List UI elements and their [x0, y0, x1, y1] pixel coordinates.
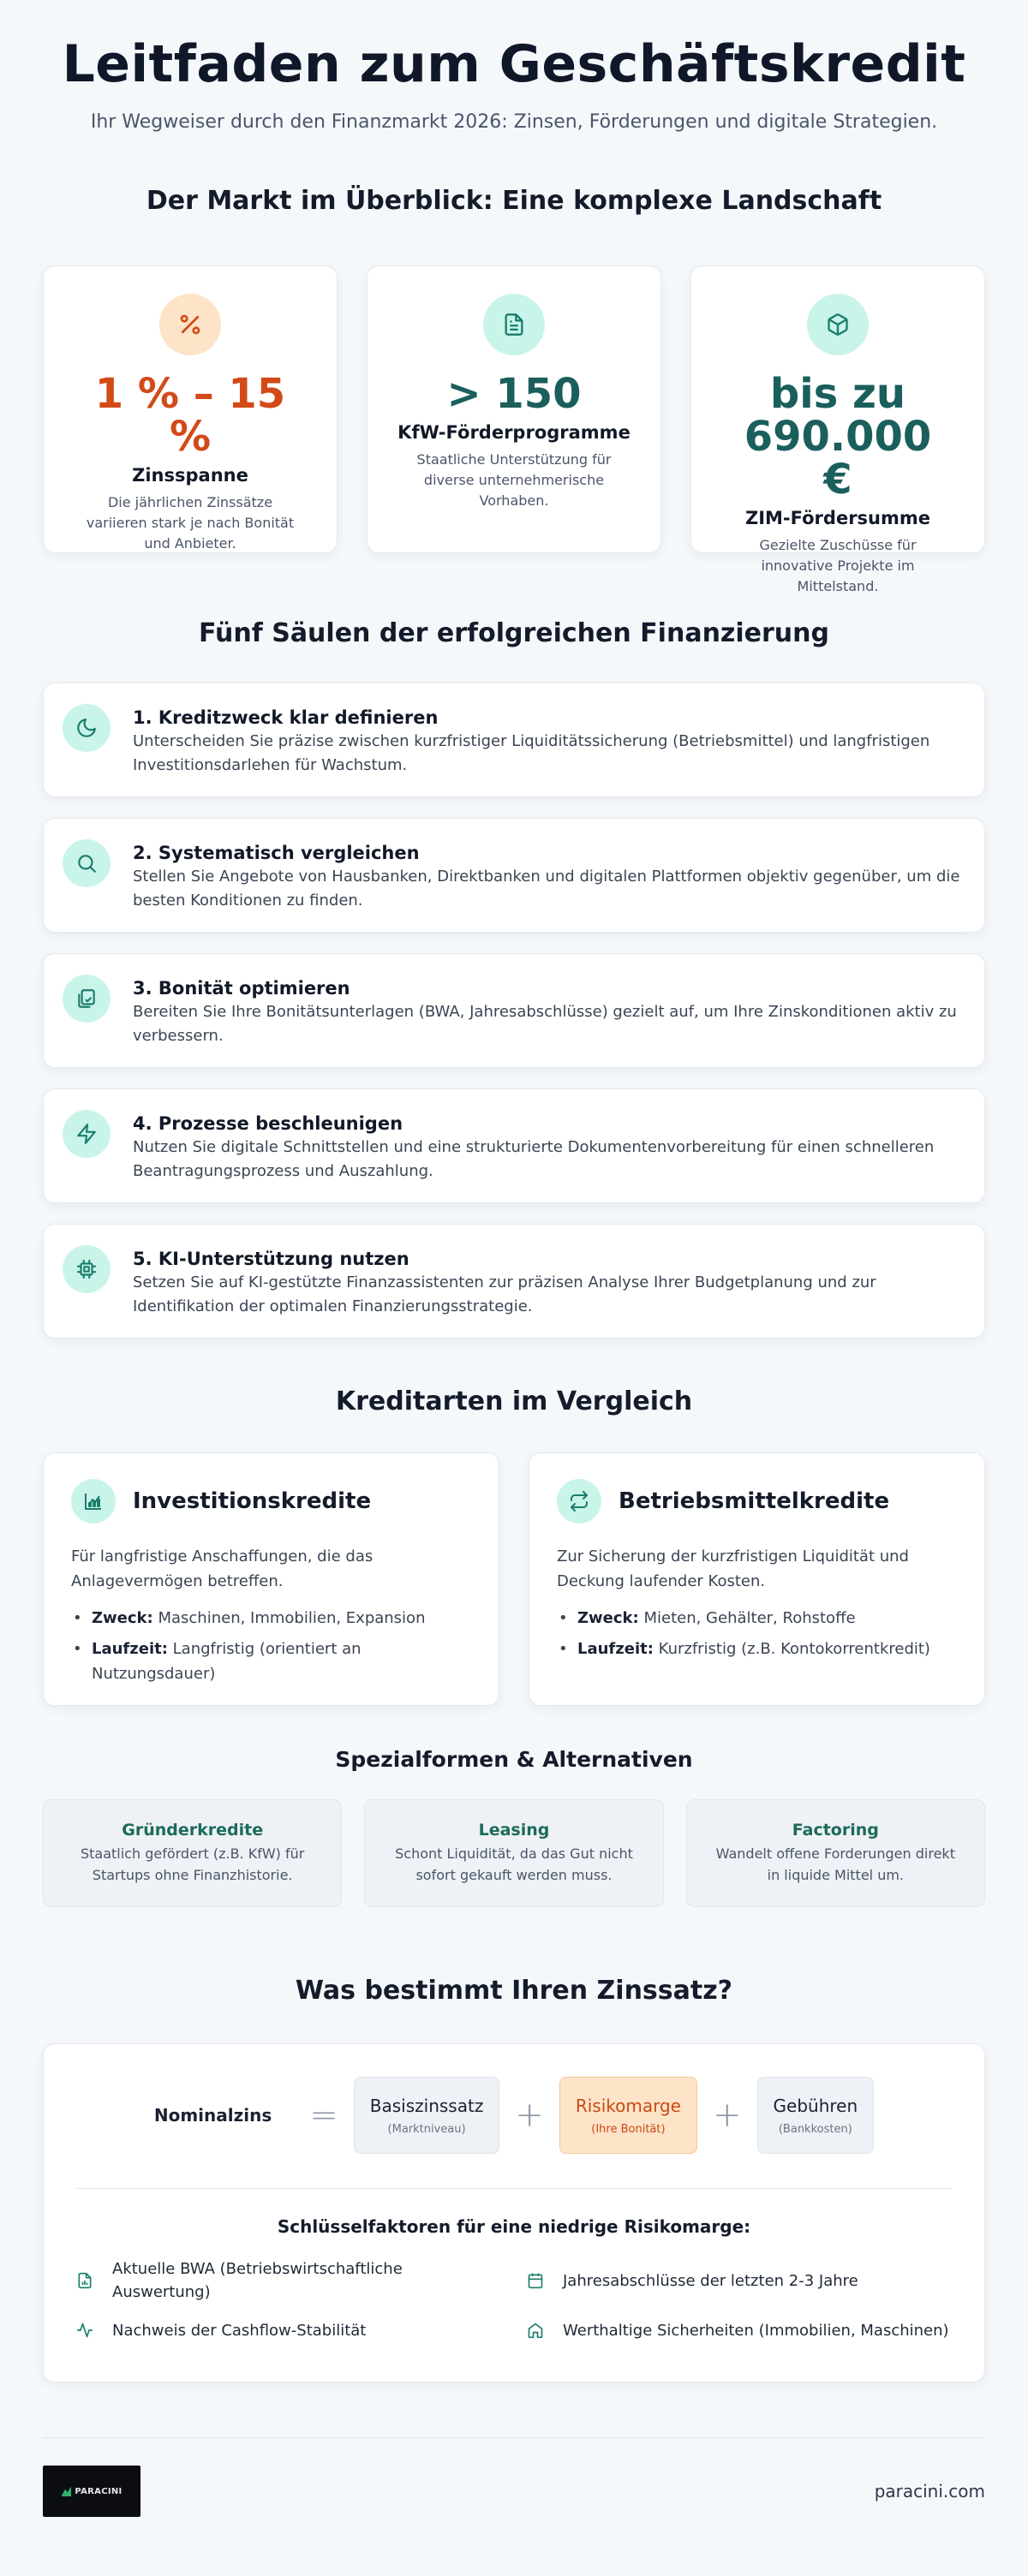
factor-item: Werthaltige Sicherheiten (Immobilien, Maschinen) [527, 2305, 952, 2355]
special-card-text: Wandelt offene Forderungen direkt in liquide Mittel um. [715, 1846, 955, 1883]
types-row [43, 1452, 985, 1706]
page-subtitle: Ihr Wegweiser durch den Finanzmarkt 2026: Zinsen, Förderungen und digitale Strategien. [90, 111, 938, 133]
repeat-icon [557, 1479, 601, 1524]
type-description: Für langfristige Anschaffungen, die das Anlagevermögen betreffen. [71, 1547, 374, 1590]
stat-value: bis zu 690.000 € [744, 370, 932, 504]
pillar-text: Bereiten Sie Ihre Bonitätsunterlagen (BWA, Jahresabschlüsse) gezielt auf, um Ihre Zinskonditionen aktiv zu verbessern. [133, 1003, 957, 1045]
pillar-title: 5. KI-Unterstützung nutzen [133, 1249, 409, 1269]
pillar-text: Setzen Sie auf KI-gestützte Finanzassistenten zur präzisen Analyse Ihrer Budgetplanung und zur Identifikation der optimalen Finanzierungsstrategie. [133, 1273, 876, 1315]
special-card-title: Factoring [792, 1821, 879, 1840]
activity-icon [76, 2322, 95, 2339]
pillar-text: Unterscheiden Sie präzise zwischen kurzfristiger Liquiditätssicherung (Betriebsmittel) und langfristigen Investitionsdarlehen für Wachstum. [133, 732, 930, 774]
hero-header [43, 0, 985, 133]
factor-item: Jahresabschlüsse der letzten 2-3 Jahre [527, 2256, 952, 2305]
special-card [686, 1799, 985, 1907]
pillar-text: Nutzen Sie digitale Schnittstellen und eine strukturierte Dokumentenvorbereitung für einen schnelleren Beantragungsprozess und Auszahlung. [133, 1138, 935, 1180]
special-card [364, 1799, 663, 1907]
list-item: • Zweck: Mieten, Gehälter, Rohstoffe [557, 1606, 957, 1631]
footer-divider [43, 2437, 985, 2438]
pillar-title: 4. Prozesse beschleunigen [133, 1113, 403, 1134]
file-chart-icon [76, 2272, 95, 2289]
document-icon [483, 294, 545, 355]
market-title: Der Markt im Überblick: Eine komplexe Landschaft [146, 186, 882, 216]
search-icon [63, 839, 111, 887]
pillar-text: Stellen Sie Angebote von Hausbanken, Direktbanken und digitalen Plattformen objektiv gegenüber, um die besten Konditionen zu finden. [133, 868, 960, 909]
type-list [71, 1606, 471, 1686]
chart-icon [71, 1479, 116, 1524]
stat-label: Zinsspanne [132, 465, 248, 486]
plus-sign: + [713, 2096, 742, 2135]
formula-box-risk: Risikomarge (Ihre Bonität) [559, 2077, 697, 2154]
factors-title: Schlüsselfaktoren für eine niedrige Risikomarge: [277, 2216, 751, 2237]
stats-row [43, 265, 985, 594]
calendar-icon [527, 2272, 546, 2289]
equals-sign: = [309, 2096, 338, 2135]
moon-icon [63, 704, 111, 752]
stat-card-zim [690, 265, 985, 594]
stat-description: Die jährlichen Zinssätze variieren stark je nach Bonität und Anbieter. [86, 494, 295, 552]
divider [76, 2188, 952, 2189]
pillar-card [43, 683, 985, 797]
pillar-title: 3. Bonität optimieren [133, 978, 350, 999]
footer-url-link[interactable]: paracini.com [874, 2481, 985, 2501]
company-logo[interactable]: PARACINI [43, 2466, 140, 2517]
chip-icon [63, 1245, 111, 1293]
pillar-card [43, 818, 985, 933]
pillar-card [43, 1088, 985, 1203]
type-title: Betriebsmittelkredite [619, 1488, 890, 1514]
types-title: Kreditarten im Vergleich [335, 1386, 693, 1416]
formula-box-fees: Gebühren (Bankkosten) [757, 2077, 875, 2154]
list-item: • Laufzeit: Kurzfristig (z.B. Kontokorrentkredit) [557, 1637, 957, 1661]
cube-icon [807, 294, 869, 355]
factors-grid [76, 2256, 952, 2355]
lightning-icon [63, 1110, 111, 1158]
plus-sign: + [515, 2096, 544, 2135]
stat-label: ZIM-Fördersumme [744, 508, 931, 528]
stat-card-kfw [367, 265, 661, 553]
home-icon [527, 2322, 546, 2339]
special-card-text: Schont Liquidität, da das Gut nicht sofort gekauft werden muss. [395, 1846, 633, 1883]
market-section [43, 186, 985, 594]
pillars-list [43, 683, 985, 1339]
types-section [43, 1386, 985, 1907]
special-row [43, 1799, 985, 1907]
clipboard-icon [63, 975, 111, 1023]
stat-label: KfW-Förderprogramme [397, 422, 631, 443]
type-description: Zur Sicherung der kurzfristigen Liquidität und Deckung laufender Kosten. [557, 1547, 909, 1590]
special-card [43, 1799, 342, 1907]
stat-description: Staatliche Unterstützung für diverse unternehmerische Vorhaben. [416, 451, 612, 509]
type-card-investment [43, 1452, 499, 1706]
page-title: Leitfaden zum Geschäftskredit [62, 34, 966, 94]
list-item: • Zweck: Maschinen, Immobilien, Expansion [71, 1606, 471, 1631]
interest-section [43, 1976, 985, 2382]
stat-description: Gezielte Zuschüsse für innovative Projekte im Mittelstand. [759, 537, 917, 594]
list-item: • Laufzeit: Langfristig (orientiert an Nutzungsdauer) [71, 1637, 471, 1686]
factor-item: Aktuelle BWA (Betriebswirtschaftliche Auswertung) [76, 2256, 501, 2305]
type-list [557, 1606, 957, 1661]
special-title: Spezialformen & Alternativen [335, 1747, 693, 1772]
pillar-card [43, 953, 985, 1068]
factor-item: Nachweis der Cashflow-Stabilität [76, 2305, 501, 2355]
pillars-title: Fünf Säulen der erfolgreichen Finanzierung [199, 618, 829, 648]
pillar-title: 1. Kreditzweck klar definieren [133, 707, 439, 728]
stat-value: > 150 [446, 370, 582, 418]
interest-formula [76, 2077, 952, 2154]
stat-card-interest [43, 265, 338, 553]
pillar-card [43, 1224, 985, 1339]
interest-title: Was bestimmt Ihren Zinssatz? [295, 1976, 733, 2006]
logo-mark-icon [61, 2486, 71, 2496]
type-card-operating [529, 1452, 985, 1706]
footer [43, 2466, 985, 2517]
formula-label: Nominalzins [153, 2105, 272, 2126]
stat-value: 1 % – 15 % [94, 370, 286, 461]
pillars-section [43, 618, 985, 1339]
pillar-title: 2. Systematisch vergleichen [133, 843, 420, 863]
formula-box-base: Basiszinssatz (Marktniveau) [354, 2077, 500, 2154]
special-card-text: Staatlich gefördert (z.B. KfW) für Startups ohne Finanzhistorie. [80, 1846, 305, 1883]
percent-icon [159, 294, 221, 355]
special-card-title: Gründerkredite [122, 1821, 264, 1840]
interest-card [43, 2043, 985, 2382]
type-title: Investitionskredite [133, 1488, 372, 1514]
special-card-title: Leasing [478, 1821, 550, 1840]
